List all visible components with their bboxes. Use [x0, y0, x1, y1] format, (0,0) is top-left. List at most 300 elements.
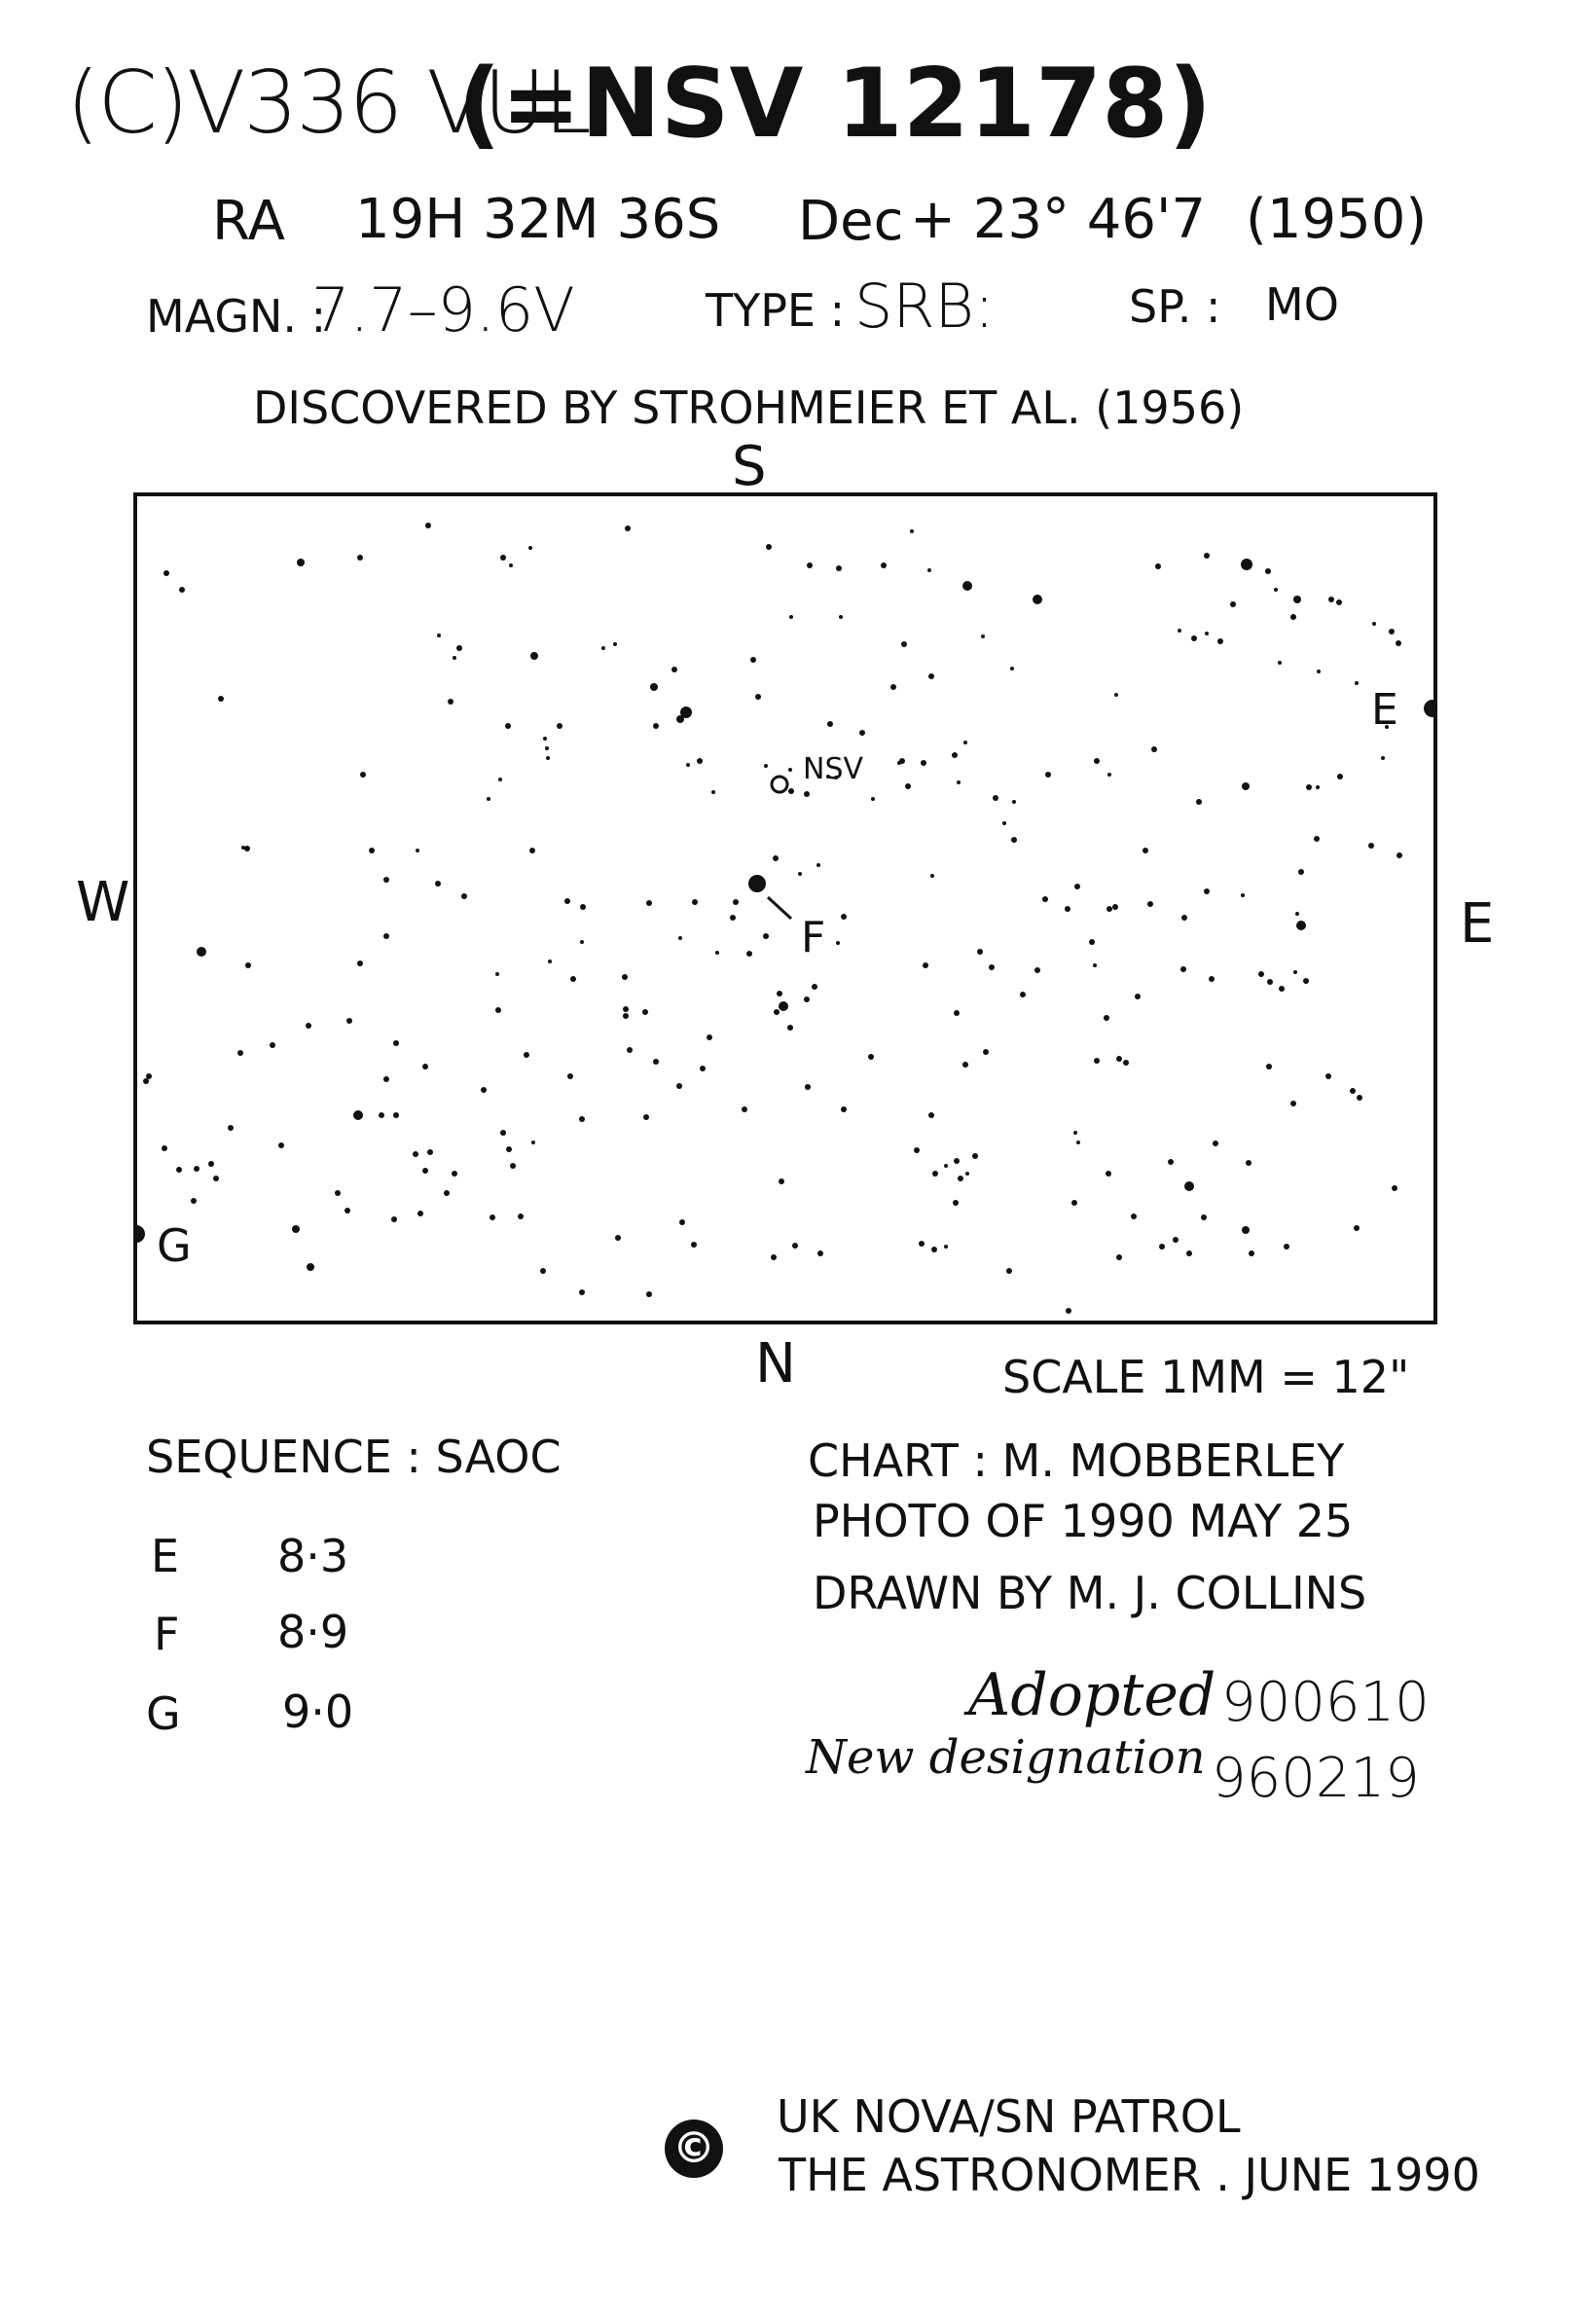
field-star	[179, 587, 185, 593]
field-star	[954, 1010, 960, 1016]
field-star	[422, 1168, 428, 1174]
field-star	[914, 1147, 920, 1153]
field-star	[1274, 588, 1278, 592]
field-star	[1241, 559, 1252, 570]
field-star	[1284, 1244, 1289, 1250]
field-star	[764, 764, 768, 768]
field-star	[954, 1158, 960, 1164]
footer-publication: THE ASTRONOMER . JUNE 1990	[779, 2149, 1480, 2201]
field-star	[1396, 640, 1401, 646]
field-star	[1298, 869, 1304, 875]
field-star	[928, 1112, 934, 1118]
field-star	[788, 788, 794, 794]
field-star	[427, 1149, 433, 1155]
field-star	[383, 933, 389, 939]
field-star	[346, 1018, 352, 1024]
field-star	[653, 1059, 659, 1065]
field-star	[579, 1289, 585, 1295]
field-star	[1178, 629, 1181, 633]
field-star	[965, 1172, 969, 1176]
field-star	[841, 914, 847, 920]
field-star	[270, 1042, 275, 1048]
field-star	[437, 634, 441, 637]
field-star	[871, 797, 875, 801]
field-star	[692, 899, 698, 905]
field-star	[176, 1167, 182, 1173]
field-star	[383, 877, 389, 883]
field-star	[435, 881, 441, 887]
field-star	[452, 1171, 457, 1177]
field-star	[953, 1200, 959, 1206]
comparison-label-e: E	[1371, 685, 1398, 735]
field-star	[1209, 976, 1215, 982]
field-star	[580, 940, 584, 944]
sequence-star-mag: 8·9	[277, 1606, 349, 1658]
field-star	[357, 555, 363, 561]
field-star	[807, 562, 813, 568]
field-star	[241, 846, 245, 850]
field-star	[827, 721, 833, 727]
field-star	[1290, 614, 1296, 620]
field-star	[686, 763, 690, 767]
field-star	[836, 941, 840, 945]
field-star	[1071, 1200, 1077, 1206]
adopted-label: Adopted	[968, 1661, 1216, 1729]
comparison-pointer-f	[768, 897, 791, 919]
field-star	[671, 667, 677, 672]
field-star	[730, 915, 736, 921]
field-star	[1094, 1058, 1100, 1064]
field-star	[1337, 774, 1343, 779]
field-star	[353, 1110, 363, 1120]
field-star	[932, 1171, 938, 1177]
field-star	[678, 936, 682, 940]
field-star	[1278, 661, 1282, 665]
field-star	[816, 863, 820, 867]
field-star	[528, 546, 532, 550]
direction-west: W	[76, 871, 130, 934]
field-star	[755, 694, 761, 700]
field-star	[623, 1006, 629, 1012]
ra-value: 19H 32M 36S	[355, 188, 721, 251]
field-star	[763, 933, 769, 939]
field-star	[805, 1084, 811, 1090]
field-star	[1135, 994, 1141, 999]
field-star	[944, 1164, 948, 1168]
field-star	[425, 523, 431, 528]
field-star	[1241, 893, 1245, 897]
field-star	[622, 974, 628, 980]
field-star	[1065, 906, 1070, 912]
ra-label: RA	[212, 190, 285, 253]
field-star	[1020, 992, 1026, 997]
field-star	[1114, 693, 1118, 697]
field-star	[1267, 979, 1273, 985]
field-star	[543, 737, 547, 741]
discovery-note: DISCOVERED BY STROHMEIER ET AL. (1956)	[253, 381, 1245, 434]
type-label: TYPE :	[706, 284, 846, 337]
field-star	[653, 723, 659, 729]
field-star	[546, 756, 550, 760]
field-star	[1296, 921, 1306, 930]
field-star	[191, 1198, 197, 1204]
field-star	[495, 1007, 501, 1013]
chart-title-prefix: (C)V336 VUL	[66, 53, 590, 153]
field-star	[1006, 1268, 1012, 1274]
field-star	[1093, 963, 1097, 967]
field-star	[1131, 1214, 1137, 1219]
comparison-star-f	[748, 875, 766, 892]
field-star	[448, 699, 453, 705]
field-star	[1042, 896, 1048, 902]
field-star	[1168, 1159, 1174, 1165]
copyright-icon: ©	[665, 2120, 723, 2178]
field-star	[529, 848, 535, 853]
field-star	[711, 790, 715, 794]
field-star	[545, 746, 549, 750]
field-star	[1034, 967, 1040, 973]
field-star	[143, 1078, 149, 1084]
field-star	[1106, 1171, 1111, 1177]
field-star	[1295, 912, 1299, 916]
field-star	[841, 1106, 847, 1112]
field-star	[453, 656, 456, 660]
field-star	[613, 642, 617, 646]
magn-label: MAGN. :	[146, 290, 327, 343]
field-star	[707, 1034, 712, 1040]
field-star	[1094, 758, 1100, 764]
field-star	[297, 559, 305, 566]
sequence-star-name: G	[146, 1687, 181, 1740]
field-star	[579, 1116, 585, 1122]
sequence-star-name: F	[154, 1608, 180, 1660]
field-star	[495, 972, 499, 976]
field-star	[417, 1211, 423, 1216]
field-star	[1354, 1225, 1360, 1231]
field-star	[1010, 667, 1014, 670]
field-star	[1011, 837, 1017, 843]
field-star	[505, 723, 511, 729]
field-star	[601, 646, 605, 650]
field-star	[1066, 1308, 1071, 1314]
field-star	[804, 996, 810, 1002]
field-star	[923, 962, 928, 968]
sequence-title: SEQUENCE : SAOC	[146, 1431, 562, 1483]
field-star	[774, 1009, 780, 1015]
footer-patrol: UK NOVA/SN PATROL	[777, 2090, 1241, 2143]
field-star	[1242, 1226, 1250, 1234]
field-star	[1147, 901, 1153, 907]
sequence-star-name: E	[151, 1530, 180, 1582]
chart-title-main: (=NSV 12178)	[457, 49, 1213, 160]
field-star	[1368, 843, 1374, 849]
sp-label: SP. :	[1129, 280, 1221, 333]
field-star	[646, 1291, 652, 1297]
field-star	[927, 568, 931, 572]
field-star	[345, 1208, 350, 1214]
field-star	[697, 758, 703, 764]
field-star	[1151, 746, 1157, 752]
new-designation-date: 960219	[1212, 1747, 1420, 1810]
field-star	[836, 565, 842, 571]
chart-scale: SCALE 1MM = 12"	[1002, 1351, 1410, 1403]
new-designation-label: New designation	[806, 1730, 1206, 1785]
field-star	[623, 1013, 629, 1019]
field-star	[490, 1214, 495, 1220]
field-star	[839, 615, 843, 619]
field-star	[237, 1050, 243, 1056]
field-star	[1181, 915, 1187, 921]
field-star	[615, 1235, 621, 1241]
field-star	[787, 1025, 793, 1031]
field-star	[228, 1125, 234, 1131]
field-star	[461, 893, 467, 899]
field-star	[557, 723, 562, 729]
star-field	[133, 492, 1437, 1324]
field-star	[163, 570, 169, 576]
comparison-label-f: F	[801, 913, 826, 962]
field-star	[1389, 629, 1395, 634]
field-star	[910, 529, 914, 533]
field-star	[383, 1076, 389, 1082]
field-star	[773, 855, 779, 861]
field-star	[416, 849, 419, 852]
field-star	[567, 1073, 573, 1079]
field-star	[777, 991, 782, 996]
field-star	[1355, 681, 1359, 685]
field-star	[197, 947, 206, 957]
field-star	[1396, 852, 1402, 858]
field-star	[1317, 670, 1321, 673]
field-star	[1116, 1254, 1122, 1260]
field-star	[1002, 821, 1006, 825]
field-star	[958, 1176, 963, 1181]
field-star	[306, 1023, 311, 1029]
field-star	[901, 641, 907, 647]
field-star	[1314, 836, 1320, 842]
field-star	[881, 562, 887, 568]
field-star	[789, 615, 793, 619]
field-star	[746, 951, 752, 957]
field-star	[1258, 971, 1264, 977]
field-star	[1045, 772, 1051, 778]
field-star	[1104, 1015, 1109, 1021]
field-star	[1265, 568, 1271, 574]
field-star	[379, 1112, 384, 1118]
field-star	[278, 1142, 284, 1148]
credit-photo: PHOTO OF 1990 MAY 25	[813, 1495, 1354, 1547]
comparison-label-g: G	[157, 1219, 192, 1272]
field-star	[500, 555, 506, 561]
field-star	[391, 1216, 397, 1222]
field-star	[369, 848, 375, 853]
field-star	[393, 1112, 399, 1118]
field-star	[530, 652, 538, 660]
field-star	[963, 741, 967, 744]
field-star	[798, 872, 802, 876]
field-star	[481, 1087, 487, 1093]
field-star	[1381, 756, 1385, 760]
field-star	[1116, 1056, 1122, 1062]
field-star	[650, 683, 658, 691]
dec-label: Dec	[798, 190, 904, 253]
field-star	[1204, 888, 1210, 894]
field-star	[804, 791, 810, 797]
field-star	[868, 1054, 874, 1060]
field-star	[962, 1062, 968, 1068]
field-star	[1196, 799, 1202, 805]
field-star	[1217, 638, 1223, 644]
field-star	[1279, 986, 1285, 992]
field-star	[162, 1145, 167, 1151]
field-star	[1012, 800, 1016, 804]
field-star	[1205, 632, 1209, 635]
field-star	[307, 1263, 314, 1271]
field-star	[1290, 1101, 1296, 1106]
field-star	[1143, 848, 1148, 853]
magn-value: 7.7–9.6V	[311, 274, 575, 345]
field-star	[1350, 1088, 1356, 1094]
field-star	[1159, 1244, 1165, 1250]
field-star	[456, 645, 462, 651]
field-star	[208, 1161, 214, 1167]
field-star	[524, 1052, 529, 1058]
field-star	[972, 1153, 978, 1159]
field-star	[194, 1166, 200, 1172]
comparison-star-e	[1424, 700, 1437, 717]
field-star	[1173, 1237, 1179, 1243]
field-star	[422, 1064, 428, 1069]
field-star	[1249, 1250, 1254, 1256]
field-star	[679, 1219, 685, 1225]
field-star	[928, 673, 934, 679]
field-star	[1180, 966, 1186, 972]
field-star	[1076, 1141, 1080, 1144]
field-star	[1230, 601, 1236, 607]
field-star	[983, 1049, 989, 1055]
field-star	[1325, 1073, 1331, 1079]
field-star	[498, 778, 502, 781]
field-star	[957, 780, 961, 784]
field-star	[897, 761, 901, 765]
field-star	[962, 581, 972, 591]
field-star	[1242, 782, 1250, 790]
sp-value: MO	[1265, 278, 1339, 331]
field-star	[817, 1250, 823, 1256]
field-star	[518, 1214, 524, 1219]
field-star	[1186, 1250, 1192, 1256]
field-star	[930, 874, 934, 878]
field-star	[360, 772, 366, 778]
field-star	[509, 563, 513, 567]
field-star	[1074, 884, 1080, 889]
sequence-star-mag: 8·3	[277, 1530, 349, 1582]
field-star	[643, 1114, 649, 1120]
field-star	[1357, 1095, 1362, 1101]
field-star	[506, 1146, 512, 1152]
field-star	[292, 1225, 300, 1233]
field-star	[580, 904, 586, 910]
field-star	[1191, 635, 1197, 641]
field-star	[413, 1151, 418, 1157]
field-star	[742, 1106, 747, 1112]
field-star	[1112, 904, 1118, 910]
field-star	[1328, 597, 1334, 602]
adopted-date: 900610	[1221, 1671, 1430, 1734]
field-star	[944, 1245, 948, 1249]
type-value: SRB:	[854, 271, 995, 342]
field-star	[1316, 785, 1320, 789]
field-star	[335, 1190, 341, 1196]
field-star	[952, 752, 958, 758]
field-star	[989, 964, 995, 970]
field-star	[779, 1001, 788, 1011]
direction-north: N	[755, 1332, 796, 1395]
field-star	[393, 1040, 399, 1046]
credit-chart: CHART : M. MOBBERLEY	[808, 1434, 1345, 1487]
field-star	[245, 962, 251, 968]
field-star	[1089, 939, 1095, 945]
field-star	[1123, 1060, 1129, 1066]
field-star	[627, 1047, 633, 1053]
field-star	[1201, 1214, 1207, 1220]
field-star	[931, 1247, 937, 1252]
direction-east: E	[1460, 892, 1495, 956]
field-star	[564, 898, 570, 904]
field-star	[548, 960, 552, 963]
field-star	[766, 544, 772, 550]
field-star	[1033, 595, 1042, 604]
field-star	[691, 1242, 697, 1248]
field-star	[1266, 1064, 1272, 1069]
field-star	[213, 1176, 219, 1181]
sequence-star-mag: 9·0	[282, 1685, 354, 1738]
variable-star-marker	[772, 777, 787, 792]
field-star	[1303, 978, 1309, 984]
field-star	[357, 960, 363, 966]
epoch: (1950)	[1246, 188, 1428, 251]
field-star	[1306, 784, 1312, 790]
field-star	[1392, 1185, 1397, 1191]
dec-value: + 23° 46'7	[910, 188, 1207, 251]
field-star	[625, 525, 631, 531]
field-star	[510, 1163, 516, 1169]
field-star	[1155, 563, 1161, 569]
field-star	[993, 795, 998, 801]
field-star	[1106, 906, 1112, 912]
field-star	[444, 1190, 450, 1196]
field-star	[1184, 1181, 1194, 1191]
field-star	[1293, 970, 1297, 974]
field-star	[500, 1130, 506, 1136]
field-star	[750, 657, 756, 663]
field-star	[890, 684, 896, 690]
field-star	[700, 1066, 706, 1071]
field-star	[680, 707, 692, 718]
field-star	[921, 760, 926, 766]
field-star	[779, 1178, 784, 1184]
credit-drawn: DRAWN BY M. J. COLLINS	[813, 1567, 1367, 1619]
field-star	[977, 949, 983, 955]
field-star	[244, 846, 250, 852]
field-star	[1293, 596, 1301, 603]
field-star	[1213, 1141, 1218, 1146]
comparison-star-g	[133, 1225, 145, 1243]
field-star	[1204, 553, 1210, 559]
field-star	[812, 984, 817, 990]
field-star	[642, 1009, 648, 1015]
field-star	[1372, 622, 1376, 626]
